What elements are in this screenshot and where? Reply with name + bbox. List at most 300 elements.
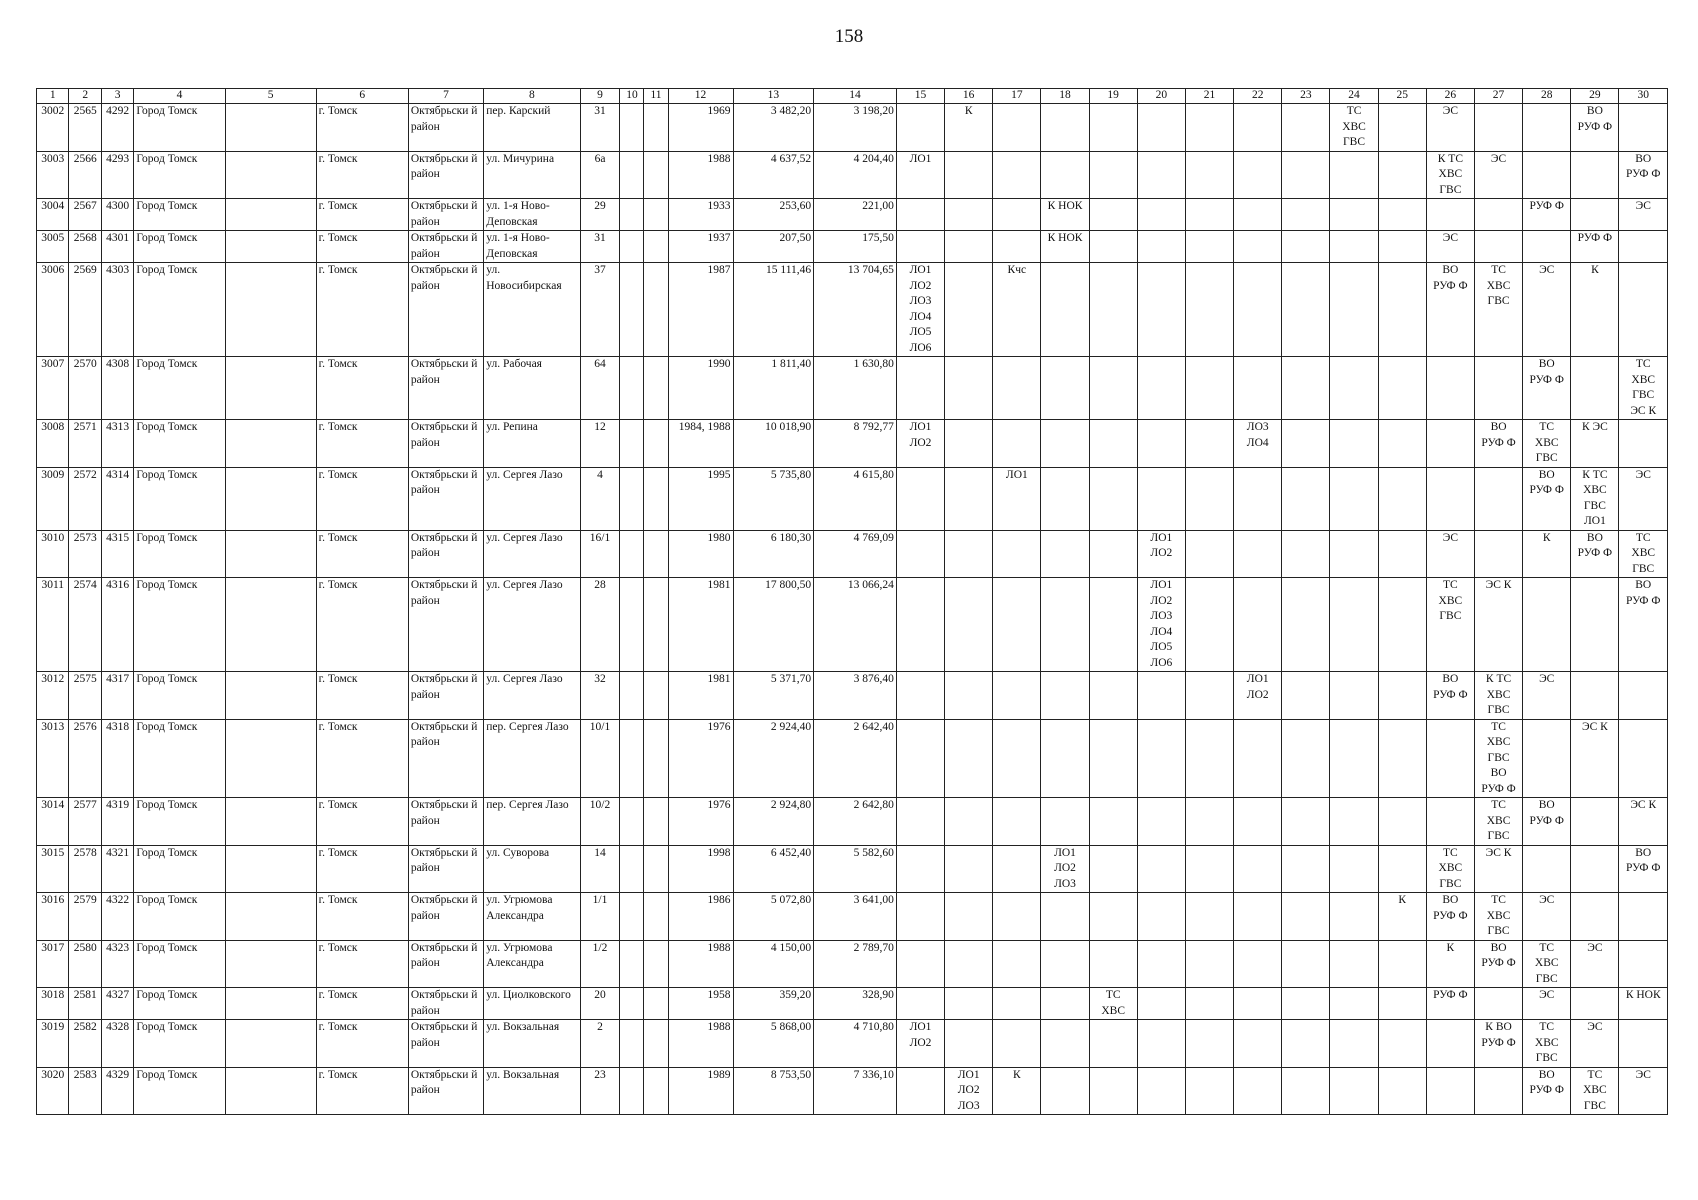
cell-col-17: ЛО1 bbox=[993, 467, 1041, 530]
cell-col-18 bbox=[1041, 672, 1089, 720]
cell-col-4: Город Томск bbox=[134, 798, 225, 846]
cell-col-16 bbox=[945, 845, 993, 893]
cell-col-3: 4322 bbox=[101, 893, 133, 941]
cell-col-15 bbox=[896, 1067, 944, 1115]
cell-col-21 bbox=[1185, 719, 1233, 798]
cell-col-7: Октябрьски й район bbox=[408, 719, 483, 798]
cell-col-20 bbox=[1137, 420, 1185, 468]
cell-col-11 bbox=[644, 104, 668, 152]
cell-col-20 bbox=[1137, 199, 1185, 231]
cell-col-8: ул. 1-я Ново-Деповская bbox=[484, 231, 580, 263]
cell-col-30: ЭС bbox=[1619, 1067, 1668, 1115]
cell-col-28: К bbox=[1523, 530, 1571, 578]
cell-col-10 bbox=[620, 104, 644, 152]
cell-col-15 bbox=[896, 199, 944, 231]
cell-col-14: 1 630,80 bbox=[814, 357, 897, 420]
cell-col-14: 4 710,80 bbox=[814, 1020, 897, 1068]
cell-col-9: 2 bbox=[580, 1020, 620, 1068]
cell-col-27: ТС ХВС ГВС bbox=[1474, 893, 1522, 941]
cell-col-13: 2 924,80 bbox=[733, 798, 814, 846]
cell-col-6: г. Томск bbox=[316, 893, 408, 941]
cell-col-19 bbox=[1089, 578, 1137, 672]
cell-col-28: ВО РУФ Ф bbox=[1523, 467, 1571, 530]
cell-col-10 bbox=[620, 798, 644, 846]
table-row bbox=[37, 263, 1668, 357]
cell-col-18: ЛО1 ЛО2 ЛО3 bbox=[1041, 845, 1089, 893]
cell-col-9: 31 bbox=[580, 231, 620, 263]
cell-col-1: 3018 bbox=[37, 988, 69, 1020]
cell-col-13: 5 371,70 bbox=[733, 672, 814, 720]
cell-col-8: пер. Сергея Лазо bbox=[484, 798, 580, 846]
cell-col-24 bbox=[1330, 1020, 1378, 1068]
cell-col-10 bbox=[620, 578, 644, 672]
cell-col-9: 14 bbox=[580, 845, 620, 893]
cell-col-23 bbox=[1282, 988, 1330, 1020]
cell-col-13: 5 868,00 bbox=[733, 1020, 814, 1068]
cell-col-16 bbox=[945, 263, 993, 357]
cell-col-20 bbox=[1137, 893, 1185, 941]
cell-col-28: ТС ХВС ГВС bbox=[1523, 420, 1571, 468]
column-header-7: 7 bbox=[408, 89, 483, 104]
cell-col-30 bbox=[1619, 1020, 1668, 1068]
cell-col-10 bbox=[620, 893, 644, 941]
cell-col-2: 2578 bbox=[69, 845, 101, 893]
cell-col-18: К НОК bbox=[1041, 231, 1089, 263]
cell-col-17: К bbox=[993, 1067, 1041, 1115]
cell-col-15: ЛО1 ЛО2 bbox=[896, 1020, 944, 1068]
cell-col-10 bbox=[620, 530, 644, 578]
cell-col-4: Город Томск bbox=[134, 199, 225, 231]
cell-col-4: Город Томск bbox=[134, 467, 225, 530]
column-header-13: 13 bbox=[733, 89, 814, 104]
table-row bbox=[37, 1067, 1668, 1115]
cell-col-30: ЭС bbox=[1619, 467, 1668, 530]
cell-col-29 bbox=[1571, 151, 1619, 199]
cell-col-16 bbox=[945, 672, 993, 720]
cell-col-6: г. Томск bbox=[316, 719, 408, 798]
cell-col-27 bbox=[1474, 199, 1522, 231]
cell-col-11 bbox=[644, 530, 668, 578]
cell-col-9: 28 bbox=[580, 578, 620, 672]
cell-col-24 bbox=[1330, 263, 1378, 357]
cell-col-19 bbox=[1089, 672, 1137, 720]
cell-col-22 bbox=[1234, 940, 1282, 988]
cell-col-29: ЭС К bbox=[1571, 719, 1619, 798]
cell-col-4: Город Томск bbox=[134, 940, 225, 988]
cell-col-1: 3019 bbox=[37, 1020, 69, 1068]
cell-col-11 bbox=[644, 151, 668, 199]
cell-col-14: 3 876,40 bbox=[814, 672, 897, 720]
cell-col-26 bbox=[1426, 719, 1474, 798]
cell-col-23 bbox=[1282, 357, 1330, 420]
cell-col-24 bbox=[1330, 467, 1378, 530]
cell-col-7: Октябрьски й район bbox=[408, 420, 483, 468]
cell-col-13: 253,60 bbox=[733, 199, 814, 231]
cell-col-9: 6а bbox=[580, 151, 620, 199]
cell-col-18 bbox=[1041, 1067, 1089, 1115]
cell-col-12: 1988 bbox=[668, 151, 733, 199]
column-header-8: 8 bbox=[484, 89, 580, 104]
cell-col-4: Город Томск bbox=[134, 672, 225, 720]
table-row bbox=[37, 199, 1668, 231]
cell-col-14: 7 336,10 bbox=[814, 1067, 897, 1115]
cell-col-26: ТС ХВС ГВС bbox=[1426, 845, 1474, 893]
cell-col-3: 4314 bbox=[101, 467, 133, 530]
cell-col-5 bbox=[225, 578, 316, 672]
cell-col-28: ЭС bbox=[1523, 263, 1571, 357]
cell-col-21 bbox=[1185, 672, 1233, 720]
cell-col-22 bbox=[1234, 104, 1282, 152]
cell-col-24 bbox=[1330, 1067, 1378, 1115]
cell-col-29: ВО РУФ Ф bbox=[1571, 104, 1619, 152]
cell-col-29 bbox=[1571, 798, 1619, 846]
cell-col-27: ВО РУФ Ф bbox=[1474, 940, 1522, 988]
cell-col-13: 4 150,00 bbox=[733, 940, 814, 988]
cell-col-26: ЭС bbox=[1426, 530, 1474, 578]
cell-col-20 bbox=[1137, 151, 1185, 199]
cell-col-8: ул. Угрюмова Александра bbox=[484, 893, 580, 941]
cell-col-26: ВО РУФ Ф bbox=[1426, 893, 1474, 941]
cell-col-8: ул. Новосибирская bbox=[484, 263, 580, 357]
cell-col-27 bbox=[1474, 988, 1522, 1020]
table-row bbox=[37, 151, 1668, 199]
cell-col-25 bbox=[1378, 199, 1426, 231]
cell-col-15 bbox=[896, 719, 944, 798]
cell-col-5 bbox=[225, 199, 316, 231]
cell-col-23 bbox=[1282, 578, 1330, 672]
column-header-15: 15 bbox=[896, 89, 944, 104]
cell-col-5 bbox=[225, 893, 316, 941]
cell-col-8: ул. Сергея Лазо bbox=[484, 672, 580, 720]
cell-col-5 bbox=[225, 104, 316, 152]
cell-col-12: 1981 bbox=[668, 578, 733, 672]
cell-col-27: ЭС bbox=[1474, 151, 1522, 199]
table-body bbox=[37, 104, 1668, 1115]
cell-col-30: ЭС К bbox=[1619, 798, 1668, 846]
cell-col-20 bbox=[1137, 988, 1185, 1020]
cell-col-2: 2582 bbox=[69, 1020, 101, 1068]
cell-col-15 bbox=[896, 798, 944, 846]
cell-col-20: ЛО1 ЛО2 bbox=[1137, 530, 1185, 578]
cell-col-13: 6 180,30 bbox=[733, 530, 814, 578]
cell-col-9: 20 bbox=[580, 988, 620, 1020]
cell-col-24 bbox=[1330, 893, 1378, 941]
cell-col-10 bbox=[620, 1067, 644, 1115]
cell-col-4: Город Томск bbox=[134, 151, 225, 199]
cell-col-27: К ТС ХВС ГВС bbox=[1474, 672, 1522, 720]
cell-col-14: 2 642,40 bbox=[814, 719, 897, 798]
cell-col-15 bbox=[896, 357, 944, 420]
cell-col-19 bbox=[1089, 199, 1137, 231]
cell-col-2: 2577 bbox=[69, 798, 101, 846]
cell-col-15 bbox=[896, 530, 944, 578]
cell-col-30 bbox=[1619, 893, 1668, 941]
cell-col-30 bbox=[1619, 104, 1668, 152]
cell-col-6: г. Томск bbox=[316, 672, 408, 720]
cell-col-24 bbox=[1330, 151, 1378, 199]
cell-col-1: 3013 bbox=[37, 719, 69, 798]
cell-col-21 bbox=[1185, 263, 1233, 357]
cell-col-22 bbox=[1234, 798, 1282, 846]
cell-col-20 bbox=[1137, 798, 1185, 846]
cell-col-4: Город Томск bbox=[134, 530, 225, 578]
cell-col-4: Город Томск bbox=[134, 357, 225, 420]
cell-col-11 bbox=[644, 231, 668, 263]
cell-col-3: 4292 bbox=[101, 104, 133, 152]
cell-col-17 bbox=[993, 420, 1041, 468]
cell-col-14: 2 642,80 bbox=[814, 798, 897, 846]
cell-col-28: ТС ХВС ГВС bbox=[1523, 1020, 1571, 1068]
table-row bbox=[37, 357, 1668, 420]
cell-col-24: ТС ХВС ГВС bbox=[1330, 104, 1378, 152]
cell-col-10 bbox=[620, 940, 644, 988]
table-row bbox=[37, 231, 1668, 263]
cell-col-11 bbox=[644, 845, 668, 893]
cell-col-23 bbox=[1282, 199, 1330, 231]
cell-col-27: ВО РУФ Ф bbox=[1474, 420, 1522, 468]
cell-col-26 bbox=[1426, 1067, 1474, 1115]
cell-col-22 bbox=[1234, 530, 1282, 578]
cell-col-6: г. Томск bbox=[316, 151, 408, 199]
cell-col-16 bbox=[945, 151, 993, 199]
cell-col-19 bbox=[1089, 798, 1137, 846]
cell-col-12: 1980 bbox=[668, 530, 733, 578]
cell-col-12: 1958 bbox=[668, 988, 733, 1020]
cell-col-19 bbox=[1089, 530, 1137, 578]
cell-col-24 bbox=[1330, 357, 1378, 420]
cell-col-21 bbox=[1185, 1067, 1233, 1115]
cell-col-19: ТС ХВС bbox=[1089, 988, 1137, 1020]
cell-col-3: 4317 bbox=[101, 672, 133, 720]
cell-col-12: 1989 bbox=[668, 1067, 733, 1115]
cell-col-23 bbox=[1282, 1020, 1330, 1068]
cell-col-21 bbox=[1185, 420, 1233, 468]
cell-col-21 bbox=[1185, 151, 1233, 199]
column-header-21: 21 bbox=[1185, 89, 1233, 104]
cell-col-27 bbox=[1474, 104, 1522, 152]
cell-col-1: 3020 bbox=[37, 1067, 69, 1115]
cell-col-1: 3006 bbox=[37, 263, 69, 357]
cell-col-30: ВО РУФ Ф bbox=[1619, 151, 1668, 199]
cell-col-16 bbox=[945, 940, 993, 988]
table-row bbox=[37, 467, 1668, 530]
cell-col-2: 2574 bbox=[69, 578, 101, 672]
cell-col-14: 328,90 bbox=[814, 988, 897, 1020]
cell-col-24 bbox=[1330, 578, 1378, 672]
cell-col-17 bbox=[993, 845, 1041, 893]
cell-col-25 bbox=[1378, 420, 1426, 468]
table-row bbox=[37, 940, 1668, 988]
column-header-5: 5 bbox=[225, 89, 316, 104]
cell-col-30: ТС ХВС ГВС bbox=[1619, 530, 1668, 578]
cell-col-29 bbox=[1571, 357, 1619, 420]
cell-col-4: Город Томск bbox=[134, 104, 225, 152]
cell-col-3: 4315 bbox=[101, 530, 133, 578]
cell-col-2: 2569 bbox=[69, 263, 101, 357]
cell-col-4: Город Томск bbox=[134, 420, 225, 468]
cell-col-7: Октябрьски й район bbox=[408, 893, 483, 941]
cell-col-12: 1986 bbox=[668, 893, 733, 941]
cell-col-29: К bbox=[1571, 263, 1619, 357]
cell-col-22 bbox=[1234, 1020, 1282, 1068]
cell-col-10 bbox=[620, 719, 644, 798]
cell-col-11 bbox=[644, 467, 668, 530]
cell-col-19 bbox=[1089, 263, 1137, 357]
cell-col-13: 3 482,20 bbox=[733, 104, 814, 152]
cell-col-15 bbox=[896, 467, 944, 530]
cell-col-18 bbox=[1041, 357, 1089, 420]
cell-col-18 bbox=[1041, 1020, 1089, 1068]
cell-col-30 bbox=[1619, 420, 1668, 468]
cell-col-8: ул. Сергея Лазо bbox=[484, 578, 580, 672]
cell-col-7: Октябрьски й район bbox=[408, 199, 483, 231]
cell-col-30 bbox=[1619, 263, 1668, 357]
cell-col-13: 2 924,40 bbox=[733, 719, 814, 798]
cell-col-6: г. Томск bbox=[316, 199, 408, 231]
cell-col-28: ЭС bbox=[1523, 893, 1571, 941]
cell-col-6: г. Томск bbox=[316, 988, 408, 1020]
cell-col-13: 5 735,80 bbox=[733, 467, 814, 530]
cell-col-10 bbox=[620, 845, 644, 893]
cell-col-12: 1937 bbox=[668, 231, 733, 263]
cell-col-14: 8 792,77 bbox=[814, 420, 897, 468]
cell-col-27: ТС ХВС ГВС ВО РУФ Ф bbox=[1474, 719, 1522, 798]
cell-col-22 bbox=[1234, 988, 1282, 1020]
cell-col-1: 3004 bbox=[37, 199, 69, 231]
cell-col-9: 32 bbox=[580, 672, 620, 720]
cell-col-5 bbox=[225, 1020, 316, 1068]
column-header-30: 30 bbox=[1619, 89, 1668, 104]
cell-col-28 bbox=[1523, 151, 1571, 199]
cell-col-9: 1/2 bbox=[580, 940, 620, 988]
cell-col-12: 1998 bbox=[668, 845, 733, 893]
cell-col-7: Октябрьски й район bbox=[408, 263, 483, 357]
cell-col-5 bbox=[225, 1067, 316, 1115]
table-row bbox=[37, 530, 1668, 578]
cell-col-14: 3 198,20 bbox=[814, 104, 897, 152]
table-row bbox=[37, 1020, 1668, 1068]
cell-col-28: ВО РУФ Ф bbox=[1523, 357, 1571, 420]
cell-col-21 bbox=[1185, 104, 1233, 152]
cell-col-5 bbox=[225, 719, 316, 798]
column-header-20: 20 bbox=[1137, 89, 1185, 104]
cell-col-27: ЭС К bbox=[1474, 578, 1522, 672]
cell-col-18: К НОК bbox=[1041, 199, 1089, 231]
cell-col-23 bbox=[1282, 672, 1330, 720]
cell-col-14: 13 066,24 bbox=[814, 578, 897, 672]
cell-col-21 bbox=[1185, 1020, 1233, 1068]
cell-col-19 bbox=[1089, 357, 1137, 420]
cell-col-30 bbox=[1619, 231, 1668, 263]
cell-col-3: 4300 bbox=[101, 199, 133, 231]
table-row bbox=[37, 672, 1668, 720]
cell-col-23 bbox=[1282, 263, 1330, 357]
cell-col-25 bbox=[1378, 988, 1426, 1020]
cell-col-23 bbox=[1282, 1067, 1330, 1115]
cell-col-4: Город Томск bbox=[134, 231, 225, 263]
cell-col-18 bbox=[1041, 719, 1089, 798]
cell-col-19 bbox=[1089, 467, 1137, 530]
cell-col-23 bbox=[1282, 798, 1330, 846]
cell-col-9: 10/2 bbox=[580, 798, 620, 846]
cell-col-27: ЭС К bbox=[1474, 845, 1522, 893]
cell-col-16 bbox=[945, 893, 993, 941]
cell-col-17 bbox=[993, 672, 1041, 720]
cell-col-7: Октябрьски й район bbox=[408, 467, 483, 530]
cell-col-17 bbox=[993, 893, 1041, 941]
cell-col-17 bbox=[993, 1020, 1041, 1068]
cell-col-3: 4329 bbox=[101, 1067, 133, 1115]
cell-col-26 bbox=[1426, 199, 1474, 231]
cell-col-23 bbox=[1282, 530, 1330, 578]
cell-col-6: г. Томск bbox=[316, 231, 408, 263]
cell-col-3: 4323 bbox=[101, 940, 133, 988]
cell-col-14: 13 704,65 bbox=[814, 263, 897, 357]
cell-col-2: 2583 bbox=[69, 1067, 101, 1115]
cell-col-22 bbox=[1234, 199, 1282, 231]
cell-col-19 bbox=[1089, 845, 1137, 893]
cell-col-14: 5 582,60 bbox=[814, 845, 897, 893]
cell-col-25 bbox=[1378, 104, 1426, 152]
cell-col-12: 1995 bbox=[668, 467, 733, 530]
cell-col-5 bbox=[225, 940, 316, 988]
column-header-10: 10 bbox=[620, 89, 644, 104]
cell-col-27: ТС ХВС ГВС bbox=[1474, 263, 1522, 357]
cell-col-4: Город Томск bbox=[134, 988, 225, 1020]
cell-col-28: РУФ Ф bbox=[1523, 199, 1571, 231]
cell-col-1: 3007 bbox=[37, 357, 69, 420]
cell-col-15 bbox=[896, 231, 944, 263]
cell-col-16 bbox=[945, 530, 993, 578]
cell-col-15 bbox=[896, 845, 944, 893]
cell-col-29: К ЭС bbox=[1571, 420, 1619, 468]
cell-col-25: К bbox=[1378, 893, 1426, 941]
cell-col-27 bbox=[1474, 357, 1522, 420]
cell-col-6: г. Томск bbox=[316, 420, 408, 468]
cell-col-29: РУФ Ф bbox=[1571, 231, 1619, 263]
cell-col-25 bbox=[1378, 1020, 1426, 1068]
cell-col-24 bbox=[1330, 420, 1378, 468]
cell-col-28: ТС ХВС ГВС bbox=[1523, 940, 1571, 988]
cell-col-29 bbox=[1571, 988, 1619, 1020]
cell-col-29 bbox=[1571, 893, 1619, 941]
cell-col-26 bbox=[1426, 467, 1474, 530]
cell-col-25 bbox=[1378, 798, 1426, 846]
column-header-26: 26 bbox=[1426, 89, 1474, 104]
cell-col-16 bbox=[945, 357, 993, 420]
cell-col-3: 4303 bbox=[101, 263, 133, 357]
cell-col-5 bbox=[225, 672, 316, 720]
cell-col-6: г. Томск bbox=[316, 1067, 408, 1115]
cell-col-20 bbox=[1137, 357, 1185, 420]
cell-col-6: г. Томск bbox=[316, 1020, 408, 1068]
cell-col-21 bbox=[1185, 940, 1233, 988]
cell-col-11 bbox=[644, 719, 668, 798]
cell-col-23 bbox=[1282, 467, 1330, 530]
cell-col-11 bbox=[644, 672, 668, 720]
cell-col-17 bbox=[993, 151, 1041, 199]
cell-col-18 bbox=[1041, 467, 1089, 530]
cell-col-22 bbox=[1234, 845, 1282, 893]
cell-col-29: ТС ХВС ГВС bbox=[1571, 1067, 1619, 1115]
cell-col-18 bbox=[1041, 263, 1089, 357]
cell-col-11 bbox=[644, 940, 668, 988]
cell-col-10 bbox=[620, 1020, 644, 1068]
cell-col-20 bbox=[1137, 1020, 1185, 1068]
cell-col-7: Октябрьски й район bbox=[408, 672, 483, 720]
cell-col-19 bbox=[1089, 1067, 1137, 1115]
cell-col-13: 359,20 bbox=[733, 988, 814, 1020]
